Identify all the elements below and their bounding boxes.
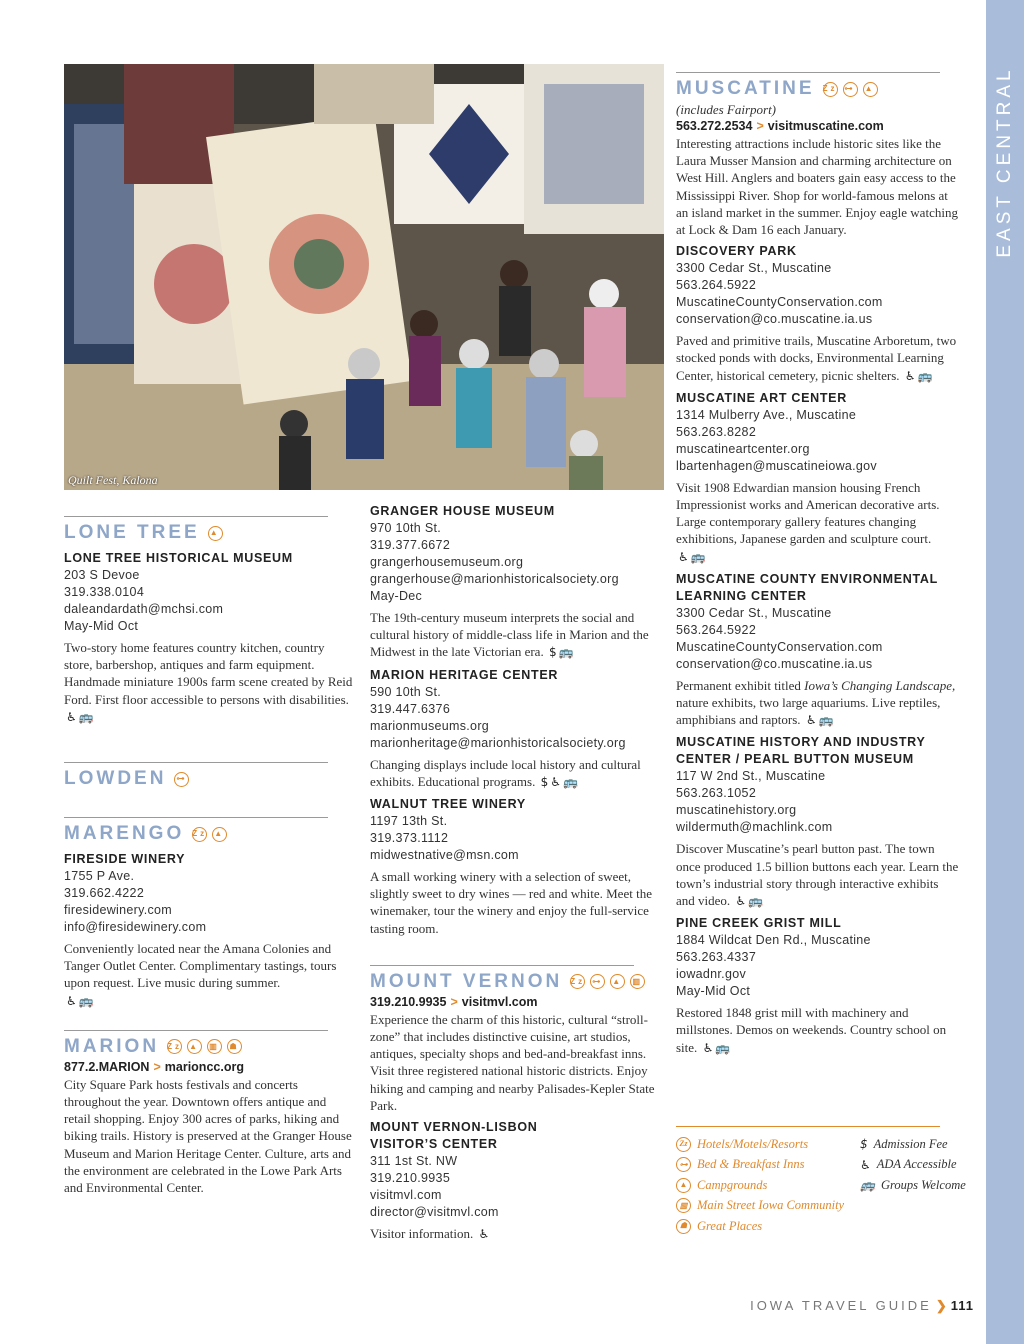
campground-icon: ▲ [863, 82, 878, 97]
listing-description: Discover Muscatine’s pearl button past. The town once produced 1.5 billion buttons each year. Learn the town’s industrial story through interactive exhibits and video. ♿ 🚌 [676, 840, 960, 910]
legend-left [676, 1134, 844, 1237]
ada-icon: ♿ [904, 368, 916, 383]
page-number: 111 [950, 1298, 974, 1313]
listing-address: 3300 Cedar St., Muscatine [676, 261, 832, 276]
city-name: MUSCATINE [676, 78, 815, 99]
city-subtitle: (includes Fairport) [676, 102, 777, 117]
listing-name: PINE CREEK GRIST MILL [676, 916, 842, 931]
ada-icon: ♿ [550, 774, 562, 789]
listing-phone: 563.264.5922 [676, 622, 757, 637]
listing-name: FIRESIDE WINERY [64, 852, 186, 867]
great-places-icon: ☗ [227, 1039, 242, 1054]
listing-phone: 563.263.4337 [676, 950, 757, 965]
listing-name: MOUNT VERNON-LISBON [370, 1120, 538, 1135]
listing-phone: 319.210.9935 [370, 1171, 451, 1186]
groups-bus-icon: 🚌 [860, 1178, 875, 1193]
listing-email[interactable]: wildermuth@machlink.com [676, 820, 833, 835]
listing-description: Permanent exhibit titled Iowa’s Changing Landscape, nature exhibits, two large aquariums. Live reptiles, amphibians and raptors. ♿ 🚌 [676, 677, 960, 730]
listing-website[interactable]: muscatinehistory.org [676, 803, 797, 818]
groups-bus-icon: 🚌 [917, 368, 933, 383]
section-label: EAST CENTRAL [994, 66, 1015, 258]
listing-email[interactable]: grangerhouse@marionhistoricalsociety.org [370, 572, 619, 586]
chevron-right-icon: > [153, 1059, 161, 1074]
hotel-icon: Zz [823, 82, 838, 97]
campground-icon: ▲ [610, 974, 625, 989]
listing-description: Conveniently located near the Amana Colonies and Tanger Outlet Center. Complimentary tastings, tours upon request. Live music during summer. ♿ 🚌 [64, 940, 354, 1010]
listing-description: Restored 1848 grist mill with machinery and millstones. Demos on weekends. Country school on site. ♿ 🚌 [676, 1004, 960, 1057]
groups-bus-icon: 🚌 [818, 713, 834, 728]
groups-bus-icon: 🚌 [690, 549, 706, 564]
ada-icon: ♿ [478, 1227, 490, 1242]
listing-name: MUSCATINE COUNTY ENVIRONMENTAL [676, 571, 938, 586]
legend-admission: Admission Fee [873, 1136, 948, 1151]
listing-email[interactable]: director@visitmvl.com [370, 1205, 499, 1220]
listing-email[interactable]: marionheritage@marionhistoricalsociety.org [370, 735, 626, 750]
city-name: MOUNT VERNON [370, 970, 563, 992]
listing-address: 590 10th St. [370, 684, 442, 699]
column-3 [676, 72, 960, 1057]
listing-season: May-Mid Oct [64, 619, 139, 633]
listing-email[interactable]: conservation@co.muscatine.ia.us [676, 312, 873, 327]
city-website[interactable]: visitmuscatine.com [767, 119, 884, 133]
campground-icon: ▲ [212, 827, 227, 842]
main-street-icon: ▥ [207, 1039, 222, 1054]
guide-name: IOWA TRAVEL GUIDE [750, 1298, 932, 1313]
listing-address: 1314 Mulberry Ave., Muscatine [676, 407, 857, 422]
listing-phone: 319.447.6376 [370, 701, 451, 716]
listing-website[interactable]: firesidewinery.com [64, 903, 172, 918]
listing-season: May-Dec [370, 589, 423, 603]
column-1 [64, 516, 354, 1196]
listing-name: LONE TREE HISTORICAL MUSEUM [64, 551, 293, 565]
groups-bus-icon: 🚌 [748, 894, 764, 909]
listing-name: MARION HERITAGE CENTER [370, 667, 559, 682]
admission-fee-icon: $ [540, 774, 549, 789]
groups-bus-icon: 🚌 [78, 993, 94, 1008]
listing-name: GRANGER HOUSE MUSEUM [370, 504, 555, 518]
city-marengo [64, 822, 354, 846]
legend-main-street: Main Street Iowa Community [697, 1198, 845, 1213]
column-2 [370, 503, 660, 1243]
chevron-right-icon: > [450, 994, 458, 1009]
bnb-key-icon: ⊶ [676, 1157, 691, 1172]
listing-website[interactable]: visitmvl.com [370, 1188, 442, 1203]
listing-phone: 319.662.4222 [64, 886, 145, 901]
bnb-key-icon: ⊶ [174, 772, 189, 787]
photo-caption: Quilt Fest, Kalona [68, 473, 158, 487]
groups-bus-icon: 🚌 [78, 709, 94, 724]
city-description: Interesting attractions include historic sites like the Laura Musser Mansion and charming architecture on West Hill. Anglers and boaters gain easy access to the Mississippi River. Shop for world-famous melons at an island market in the summer. Enjoy eagle watching at Lock & Dam 16 each January. [676, 136, 958, 238]
listing-phone: 563.263.1052 [676, 786, 757, 801]
listing-address: 311 1st St. NW [370, 1154, 458, 1169]
divider [370, 965, 634, 966]
legend-ada: ADA Accessible [876, 1157, 957, 1172]
ada-icon: ♿ [860, 1157, 871, 1172]
listing-name-line2: VISITOR’S CENTER [370, 1137, 498, 1152]
listing-name: DISCOVERY PARK [676, 244, 797, 259]
listing-name: WALNUT TREE WINERY [370, 797, 526, 812]
city-lone-tree [64, 521, 354, 545]
bnb-key-icon: ⊶ [590, 974, 605, 989]
divider [64, 762, 328, 763]
city-phone: 563.272.2534 [676, 119, 753, 133]
ada-icon: ♿ [678, 549, 689, 564]
admission-fee-icon: $ [860, 1137, 868, 1152]
ada-icon: ♿ [735, 894, 747, 909]
city-description: City Square Park hosts festivals and concerts throughout the year. Downtown offers antique and retail shopping. Enjoy 300 acres of parks, hiking and biking trails. History is preserved at the Granger House Museum and Marion Heritage Center. Culture, arts and the environment are celebrated in the Lowe Park Arts and Environmental Center. [64, 1076, 352, 1196]
listing-phone: 319.338.0104 [64, 585, 145, 599]
legend-groups: Groups Welcome [880, 1177, 966, 1192]
city-name: MARION [64, 1035, 160, 1057]
listing-name: MUSCATINE HISTORY AND INDUSTRY [676, 735, 926, 750]
listing-name-line2: LEARNING CENTER [676, 588, 807, 603]
listing-phone: 319.373.1112 [370, 831, 449, 846]
main-street-icon: ▥ [630, 974, 645, 989]
city-website[interactable]: marioncc.org [164, 1059, 244, 1074]
listing-description: Two-story home features country kitchen, country store, barbershop, antiques and farm equipment. Handmade miniature 1900s farm scene created by Reid Ford. First floor accessible to persons with disabilities. ♿ 🚌 [64, 639, 354, 726]
hotel-icon: Zz [167, 1039, 182, 1054]
chevron-right-icon: > [756, 119, 764, 133]
admission-fee-icon: $ [548, 645, 557, 660]
ada-icon: ♿ [66, 993, 77, 1008]
listing-description: Visit 1908 Edwardian mansion housing French Impressionist works and American decorative arts. Large contemporary gallery features changing exhibitions, Japanese garden and sculpture court. ♿ 🚌 [676, 479, 960, 566]
city-phone: 877.2.MARION [64, 1059, 150, 1074]
listing-email[interactable]: conservation@co.muscatine.ia.us [676, 656, 873, 671]
listing-name: MUSCATINE ART CENTER [676, 390, 847, 405]
legend-great-places: Great Places [697, 1218, 763, 1233]
city-name: LOWDEN [64, 768, 167, 790]
listing-description: A small working winery with a selection of sweet, slightly sweet to dry wines — red and white. Meet the winemaker, tour the winery and enjoy the full-service tasting room. [370, 869, 652, 936]
city-mount-vernon [370, 970, 660, 994]
city-website[interactable]: visitmvl.com [461, 994, 538, 1009]
listing-email[interactable]: lbartenhagen@muscatineiowa.gov [676, 458, 877, 473]
campground-icon: ▲ [208, 526, 223, 541]
listing-name-line2: CENTER / PEARL BUTTON MUSEUM [676, 752, 914, 767]
divider [64, 817, 328, 818]
hotel-icon: Zz [192, 827, 207, 842]
listing-description: Changing displays include local history and cultural exhibits. Educational programs. $ ♿ 🚌 [370, 756, 660, 791]
listing-address: 1755 P Ave. [64, 869, 135, 884]
chevron-right-icon: ❯ [935, 1298, 947, 1313]
listing-description: Visitor information. ♿ [370, 1225, 660, 1243]
city-contact [370, 994, 660, 1011]
city-lowden [64, 767, 354, 791]
listing-description: Paved and primitive trails, Muscatine Arboretum, two stocked ponds with docks, Environmental Learning Center, historical cemetery, picnic shelters. ♿ 🚌 [676, 332, 960, 385]
city-name: LONE TREE [64, 522, 200, 543]
listing-address: 1884 Wildcat Den Rd., Muscatine [676, 933, 871, 948]
legend-campgrounds: Campgrounds [697, 1177, 768, 1192]
great-places-icon: ☗ [676, 1219, 691, 1234]
hotel-icon: Zz [676, 1137, 691, 1152]
legend-bnb: Bed & Breakfast Inns [697, 1157, 805, 1172]
listing-phone: 563.263.8282 [676, 424, 757, 439]
listing-phone: 319.377.6672 [370, 538, 451, 552]
city-muscatine [676, 77, 960, 101]
divider [64, 516, 328, 517]
legend-hotels: Hotels/Motels/Resorts [697, 1136, 809, 1151]
listing-website[interactable]: grangerhousemuseum.org [370, 555, 524, 569]
main-street-icon: ▥ [676, 1198, 691, 1213]
quilt-photo-illustration [64, 64, 664, 490]
listing-website[interactable]: MuscatineCountyConservation.com [676, 295, 883, 310]
listing-address: 1197 13th St. [370, 814, 448, 829]
listing-address: 970 10th St. [370, 521, 442, 535]
listing-website[interactable]: MuscatineCountyConservation.com [676, 639, 883, 654]
groups-bus-icon: 🚌 [715, 1040, 731, 1055]
campground-icon: ▲ [187, 1039, 202, 1054]
listing-website[interactable]: muscatineartcenter.org [676, 441, 810, 456]
divider [676, 72, 940, 73]
campground-icon: ▲ [676, 1178, 691, 1193]
listing-address: 117 W 2nd St., Muscatine [676, 769, 826, 784]
bnb-key-icon: ⊶ [843, 82, 858, 97]
groups-bus-icon: 🚌 [558, 645, 574, 660]
listing-email[interactable]: midwestnative@msn.com [370, 848, 519, 863]
hotel-icon: Zz [570, 974, 585, 989]
listing-email[interactable]: daleandardath@mchsi.com [64, 602, 224, 616]
ada-icon: ♿ [66, 709, 77, 724]
city-name: MARENGO [64, 823, 185, 845]
listing-address: 203 S Devoe [64, 568, 140, 582]
listing-season: May-Mid Oct [676, 984, 751, 999]
city-contact [64, 1059, 354, 1076]
city-marion [64, 1035, 354, 1059]
section-sidebar [986, 0, 1024, 1344]
listing-website[interactable]: marionmuseums.org [370, 718, 490, 733]
page-footer [750, 1298, 974, 1314]
quilt-photo [64, 64, 664, 490]
listing-website[interactable]: iowadnr.gov [676, 967, 747, 982]
groups-bus-icon: 🚌 [563, 774, 578, 789]
ada-icon: ♿ [805, 713, 817, 728]
city-description: Experience the charm of this historic, cultural “stroll-zone” that includes distinctive cuisine, art studios, antiques, specialty shops and bed-and-breakfast inns. Visit three registered national historic districts. Enjoy hiking and camping and nearby Palisades-Kepler State Park. [370, 1011, 655, 1113]
listing-email[interactable]: info@firesidewinery.com [64, 920, 207, 935]
listing-phone: 563.264.5922 [676, 278, 757, 293]
ada-icon: ♿ [702, 1040, 714, 1055]
legend-divider [676, 1126, 940, 1127]
listing-description: The 19th-century museum interprets the social and cultural history of middle-class life in Marion and the Midwest in the late Victorian era. $ 🚌 [370, 609, 660, 662]
city-contact [676, 118, 960, 135]
listing-address: 3300 Cedar St., Muscatine [676, 605, 832, 620]
legend-right [858, 1134, 966, 1196]
city-phone: 319.210.9935 [370, 994, 447, 1009]
divider [64, 1030, 328, 1031]
